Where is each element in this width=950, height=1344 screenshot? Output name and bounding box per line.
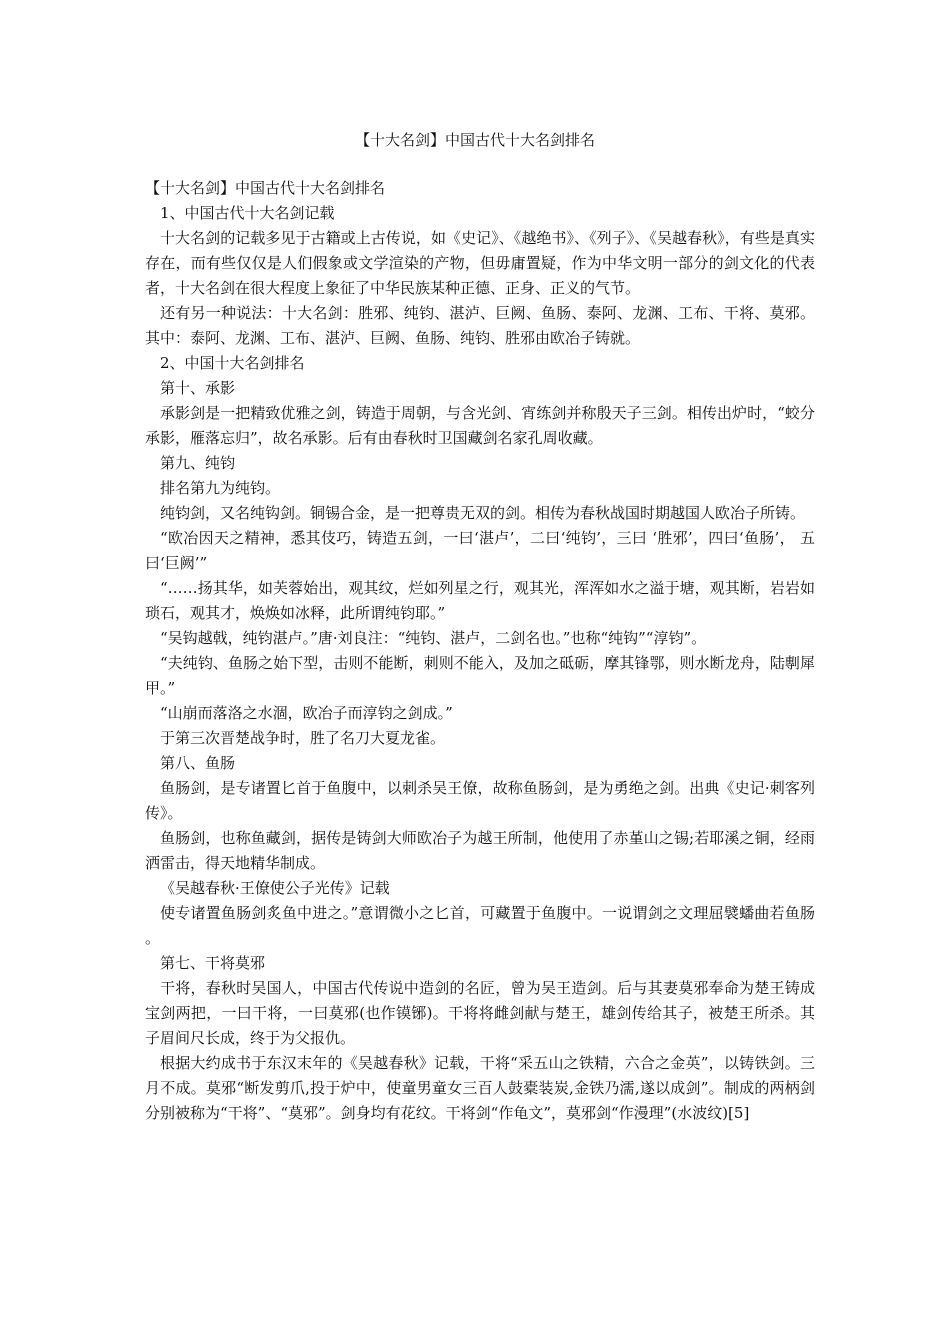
paragraph: 鱼肠剑，也称鱼藏剑，据传是铸剑大师欧冶子为越王所制，他使用了赤堇山之锡;若耶溪之铜，经雨洒雷击，得天地精华制成。	[145, 829, 815, 872]
section-heading: 第七、干将莫邪	[160, 954, 266, 972]
paragraph: 排名第九为纯钧。	[160, 479, 281, 497]
paragraph: 还有另一种说法：十大名剑：胜邪、纯钧、湛泸、巨阙、鱼肠、泰阿、龙渊、工布、干将、莫邪。其中：泰阿、龙渊、工布、湛泸、巨阙、鱼肠、纯钧、胜邪由欧冶子铸就。	[145, 304, 815, 347]
section-heading: 第八、鱼肠	[160, 754, 236, 772]
paragraph: 【十大名剑】中国古代十大名剑排名	[145, 179, 386, 197]
paragraph: “……扬其华，如芙蓉始出，观其纹，烂如列星之行，观其光，浑浑如水之溢于塘，观其断，岩岩如琐石，观其才，焕焕如冰释，此所谓纯钧耶。”	[145, 579, 815, 622]
paragraph: “夫纯钧、鱼肠之始下型，击则不能断，刺则不能入，及加之砥砺，摩其锋鄂，则水断龙舟，陆剸犀甲。”	[145, 654, 815, 697]
document-title: 【十大名剑】中国古代十大名剑排名	[354, 131, 595, 149]
paragraph: 《吴越春秋·王僚使公子光传》记载	[160, 879, 390, 897]
paragraph: 使专诸置鱼肠剑炙鱼中进之。”意谓微小之匕首，可藏置于鱼腹中。一说谓剑之文理屈襞蟠曲若鱼肠。	[145, 904, 815, 947]
paragraph: 鱼肠剑，是专诸置匕首于鱼腹中，以刺杀吴王僚，故称鱼肠剑，是为勇绝之剑。出典《史记·刺客列传》。	[145, 779, 815, 822]
paragraph: 于第三次晋楚战争时，胜了名刀大夏龙雀。	[160, 729, 446, 747]
section-heading: 第九、纯钧	[160, 454, 236, 472]
paragraph: 十大名剑的记载多见于古籍或上古传说，如《史记》、《越绝书》、《列子》、《吴越春秋》，有些是真实存在，而有些仅仅是人们假象或文学渲染的产物，但毋庸置疑，作为中华文明一部分的剑文化的代表者，十大名剑在很大程度上象征了中华民族某种正德、正身、正义的气节。	[145, 229, 815, 297]
paragraph: 承影剑是一把精致优雅之剑，铸造于周朝，与含光剑、宵练剑并称殷天子三剑。相传出炉时，“蛟分承影，雁落忘归”，故名承影。后有由春秋时卫国藏剑名家孔周收藏。	[145, 404, 815, 447]
paragraph: “吴钩越戟，纯钧湛卢。”唐·刘良注：“纯钧、湛卢，二剑名也。”也称“纯钩”“淳钧”。	[160, 629, 707, 647]
paragraph: 纯钧剑，又名纯钩剑。铜锡合金，是一把尊贵无双的剑。相传为春秋战国时期越国人欧冶子所铸。	[160, 504, 806, 522]
paragraph: “山崩而落洛之水涸，欧冶子而淳钧之剑成。”	[160, 704, 453, 722]
section-heading: 第十、承影	[160, 379, 236, 397]
paragraph: 干将，春秋时吴国人，中国古代传说中造剑的名匠，曾为吴王造剑。后与其妻莫邪奉命为楚王铸成宝剑两把，一曰干将，一曰莫邪(也作镆铘)。干将将雌剑献与楚王，雄剑传给其子，被楚王所杀。其子眉间尺长成，终于为父报仇。	[145, 979, 815, 1047]
paragraph: 根据大约成书于东汉末年的《吴越春秋》记载，干将“采五山之铁精，六合之金英”，以铸铁剑。三月不成。莫邪“断发剪爪,投于炉中，使童男童女三百人鼓橐装炭,金铁乃濡,遂以成剑”。制成的两柄剑分别被称为“干将”、“莫邪”。剑身均有花纹。干将剑“作龟文”，莫邪剑“作漫理”(水波纹)[5]	[145, 1054, 815, 1122]
section-heading: 1、中国古代十大名剑记载	[160, 204, 335, 222]
paragraph: “欧冶因天之精神，悉其伎巧，铸造五剑，一曰‘湛卢’，二曰‘纯钧’，三曰 ‘胜邪’，四曰‘鱼肠’， 五曰‘巨阙’”	[145, 529, 815, 572]
document-body	[145, 176, 815, 1126]
section-heading: 2、中国十大名剑排名	[160, 354, 305, 372]
